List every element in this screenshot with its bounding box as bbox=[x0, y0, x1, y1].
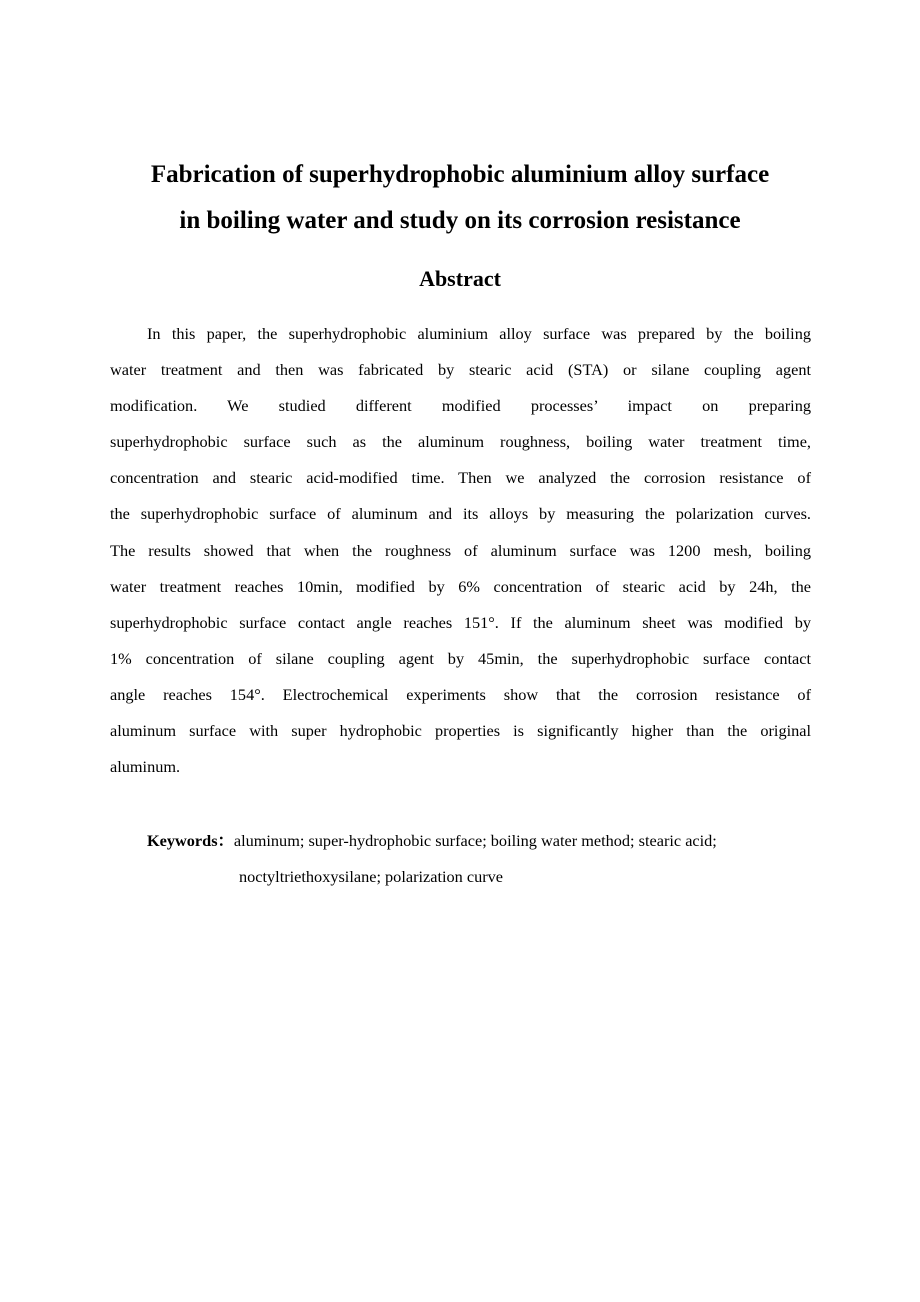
abstract-line: superhydrophobic surface contact angle reaches 151°. If the aluminum sheet was modified by bbox=[110, 612, 811, 632]
abstract-heading: Abstract bbox=[419, 266, 501, 291]
abstract-line: superhydrophobic surface such as the aluminum roughness, boiling water treatment time, bbox=[110, 432, 811, 452]
keywords-line-2: noctyltriethoxysilane; polarization curve bbox=[239, 867, 504, 886]
keywords-text-1: aluminum; super-hydrophobic surface; boiling water method; stearic acid; bbox=[233, 831, 717, 850]
keywords-label: Keywords： bbox=[147, 831, 234, 850]
abstract-line: angle reaches 154°. Electrochemical experiments show that the corrosion resistance of bbox=[110, 684, 811, 704]
paper-title bbox=[60, 152, 860, 244]
abstract-line: the superhydrophobic surface of aluminum and its alloys by measuring the polarization curves. bbox=[110, 504, 811, 524]
paper-title-line-1: Fabrication of superhydrophobic aluminium alloy surface bbox=[150, 161, 770, 188]
abstract-body bbox=[110, 316, 811, 785]
abstract-line: The results showed that when the roughness of aluminum surface was 1200 mesh, boiling bbox=[110, 540, 811, 560]
abstract-line: aluminum surface with super hydrophobic properties is significantly higher than the original bbox=[110, 721, 811, 741]
abstract-line: water treatment and then was fabricated by stearic acid (STA) or silane coupling agent bbox=[110, 360, 811, 380]
abstract-line: water treatment reaches 10min, modified by 6% concentration of stearic acid by 24h, the bbox=[110, 576, 811, 596]
abstract-line: modification. We studied different modified processes’ impact on preparing bbox=[110, 396, 811, 416]
paper-title-line-2: in boiling water and study on its corrosion resistance bbox=[179, 207, 741, 234]
abstract-line: 1% concentration of silane coupling agent by 45min, the superhydrophobic surface contact bbox=[110, 648, 811, 668]
abstract-line: aluminum. bbox=[110, 757, 181, 777]
abstract-line: concentration and stearic acid-modified time. Then we analyzed the corrosion resistance of bbox=[110, 468, 811, 488]
keywords-line-1 bbox=[147, 823, 847, 859]
abstract-line: In this paper, the superhydrophobic aluminium alloy surface was prepared by the boiling bbox=[147, 324, 811, 343]
keywords-section bbox=[147, 823, 847, 895]
